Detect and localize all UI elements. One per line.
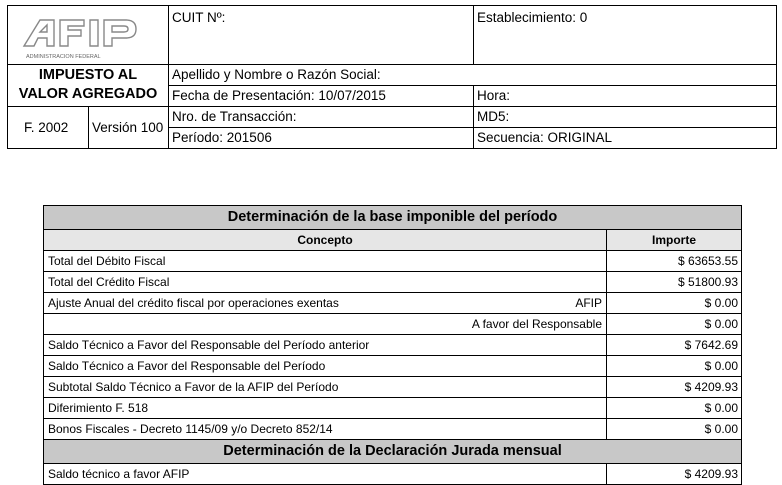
row-concept: Total del Crédito Fiscal xyxy=(44,272,607,293)
col-importe: Importe xyxy=(607,230,742,251)
form-number: F. 2002 xyxy=(24,120,69,135)
table-row xyxy=(44,272,742,293)
fecha-presentacion: Fecha de Presentación: 10/07/2015 xyxy=(172,88,386,103)
row-concept: Subtotal Saldo Técnico a Favor de la AFIP del Período xyxy=(44,377,607,398)
table-row xyxy=(44,314,742,335)
row-value: $ 4209.93 xyxy=(607,464,742,485)
row-value: $ 0.00 xyxy=(607,356,742,377)
section-header xyxy=(44,440,742,464)
row-value: $ 4209.93 xyxy=(607,377,742,398)
row-sub-label: A favor del Responsable xyxy=(44,314,607,335)
apellido-label: Apellido y Nombre o Razón Social: xyxy=(172,67,381,82)
row-concept: Diferimiento F. 518 xyxy=(44,398,607,419)
row-value: $ 51800.93 xyxy=(607,272,742,293)
row-concept: Saldo Técnico a Favor del Responsable del Período anterior xyxy=(44,335,607,356)
table-row xyxy=(44,251,742,272)
md5-label: MD5: xyxy=(477,109,510,124)
table-row xyxy=(44,419,742,440)
version: Versión 100 xyxy=(92,120,164,135)
logo-subtitle: ADMINISTRACION FEDERAL xyxy=(26,54,101,60)
row-concept xyxy=(44,293,607,314)
section2-title: Determinación de la Declaración Jurada mensual xyxy=(44,440,742,464)
row-sub-label: AFIP xyxy=(575,296,602,310)
col-concepto: Concepto xyxy=(44,230,607,251)
table-row xyxy=(44,398,742,419)
row-concept: Saldo técnico a favor AFIP xyxy=(44,464,607,485)
determinacion-table xyxy=(43,205,742,485)
establecimiento: Establecimiento: 0 xyxy=(477,10,588,25)
column-header-row xyxy=(44,230,742,251)
periodo: Período: 201506 xyxy=(172,130,272,145)
row-value: $ 0.00 xyxy=(607,293,742,314)
row-concept: Bonos Fiscales - Decreto 1145/09 y/o Decreto 852/14 xyxy=(44,419,607,440)
afip-logo xyxy=(20,12,148,62)
row-concept: Total del Débito Fiscal xyxy=(44,251,607,272)
secuencia: Secuencia: ORIGINAL xyxy=(477,130,613,145)
row-value: $ 0.00 xyxy=(607,398,742,419)
form-header xyxy=(7,5,777,149)
tax-title-line1: IMPUESTO AL xyxy=(38,67,138,83)
table-row xyxy=(44,464,742,485)
section1-title: Determinación de la base imponible del período xyxy=(44,206,742,230)
section-header xyxy=(44,206,742,230)
table-row xyxy=(44,293,742,314)
row-value: $ 0.00 xyxy=(607,314,742,335)
row-value: $ 0.00 xyxy=(607,419,742,440)
table-row xyxy=(44,335,742,356)
row-concept-text: Ajuste Anual del crédito fiscal por operaciones exentas xyxy=(48,296,339,310)
row-value: $ 63653.55 xyxy=(607,251,742,272)
nro-transaccion-label: Nro. de Transacción: xyxy=(172,109,297,124)
hora-label: Hora: xyxy=(477,88,511,103)
table-row xyxy=(44,377,742,398)
row-value: $ 7642.69 xyxy=(607,335,742,356)
table-row xyxy=(44,356,742,377)
tax-title-line2: VALOR AGREGADO xyxy=(18,86,158,102)
cuit-label: CUIT Nº: xyxy=(172,10,226,25)
row-concept: Saldo Técnico a Favor del Responsable del Período xyxy=(44,356,607,377)
